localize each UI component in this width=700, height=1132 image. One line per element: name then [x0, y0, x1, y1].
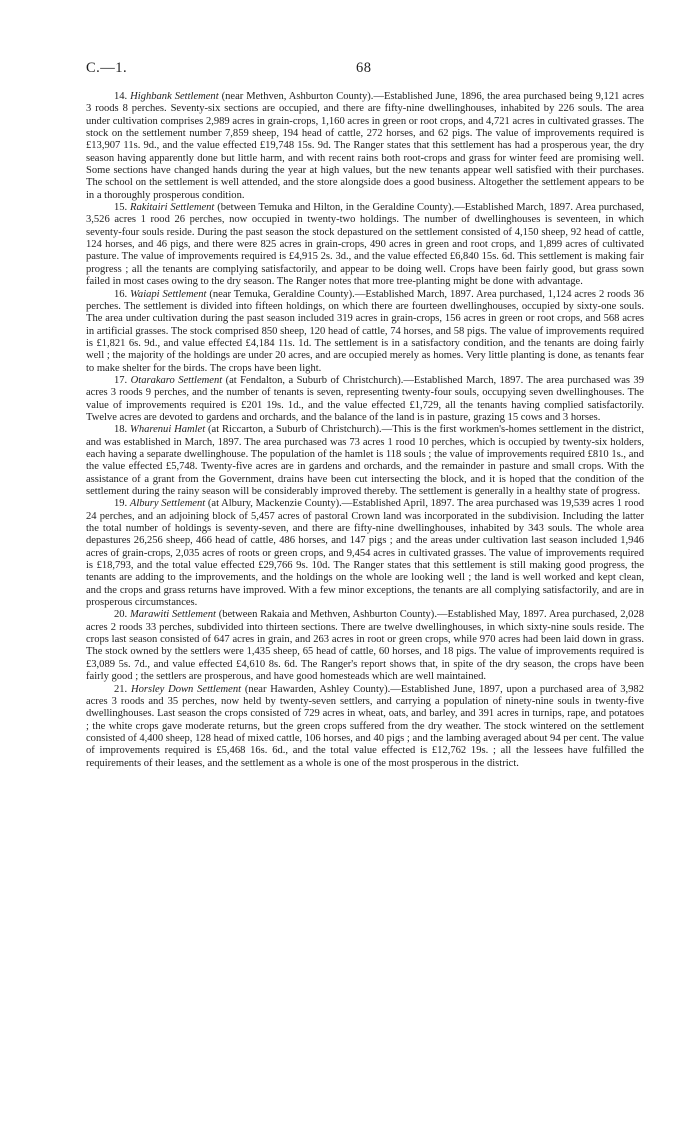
settlement-location: (between Temuka and Hilton, in the Geraldine County).	[217, 202, 455, 214]
paragraph-text: —Established March, 1897. Area purchased, 1,124 acres 2 roods 36 perches. The settlement is divided into fifteen holdings, on which there are fourteen dwellinghouses, occupied by sixty-one souls. The area under cultivation during the past season included 319 acres in grain-crops, 156 acres in green or root crops, and 568 acres in artificial grasses. The stock comprised 850 sheep, 120 head of cattle, 74 horses, and 58 pigs. The value of improvements required is £1,821 6s. 9d., and value effected £4,184 11s. 1d. The settlement is in a satisfactory condition, and the tenants are doing fairly well ; the majority of the holdings are under 20 acres, and are occupied merely as homes. Very little planting is done, as tenants fear to make shelter for the birds. The crops have been light.	[86, 288, 645, 374]
settlement-location: (near Hawarden, Ashley County).	[244, 683, 391, 695]
paragraph-number: 16.	[114, 288, 128, 300]
settlement-location: (at Albury, Mackenzie County).	[207, 498, 342, 510]
settlement-name: Wharenui Hamlet	[130, 424, 206, 436]
paragraph-text: —Established March, 1897. Area purchased, 3,526 acres 1 rood 26 perches, now occupied in twenty-two holdings. The number of dwellinghouses is seventeen, in which seventy-four souls reside. During the past season the stock depastured on the settlement consisted of 4,150 sheep, 92 head of cattle, 124 horses, and 46 pigs, and there were 825 acres in grain-crops, 490 acres in green and root crops, and 1,899 acres of cultivated pasture. The value of improvements required is £4,915 2s. 3d., and the value effected £6,840 15s. 6d. This settlement is making fair progress ; all the tenants are complying satisfactorily, and appear to be doing well. Crops have been fairly good, but grass sown failed in most cases owing to the dry season. The Ranger notes that more tree-planting might be done with advantage.	[86, 202, 645, 288]
paragraph-number: 18.	[114, 424, 128, 436]
settlement-name: Otarakaro Settlement	[130, 374, 223, 386]
paragraph-number: 14.	[114, 91, 128, 102]
settlement-name: Marawiti Settlement	[129, 609, 216, 621]
settlement-name: Waiapi Settlement	[130, 288, 207, 300]
settlement-name: Horsley Down Settlement	[130, 683, 242, 695]
paragraph-highbank	[86, 91, 644, 202]
paragraph-text: —Established June, 1897, upon a purchased area of 3,982 acres 3 roods and 35 perches, now held by twenty-seven settlers, and carrying a population of ninety-nine souls in twenty-five dwellinghouses. Last season the crops consisted of 729 acres in wheat, oats, and barley, and 391 acres in turnips, rape, and potatoes ; the white crops gave moderate returns, but the green crops suffered from the dry weather. The stock wintered on the settlement consisted of 4,400 sheep, 128 head of mixed cattle, 106 horses, and 40 pigs ; and the lambing averaged about 94 per cent. The value of improvements required is £5,468 16s. 6d., and the total value effected is £12,762 19s. ; all the lessees have fulfilled the requirements of their leases, and the settlement as a whole is one of the most prosperous in the district.	[86, 683, 644, 769]
settlement-name: Albury Settlement	[129, 498, 206, 510]
paragraph-number: 20.	[114, 609, 128, 621]
paragraph-waiapi	[86, 289, 644, 375]
paragraph-albury	[86, 498, 644, 609]
paragraph-text: —Established April, 1897. The area purchased was 19,539 acres 1 rood 24 perches, and an adjoining block of 5,457 acres of pastoral Crown land was incorporated in the subdivision. Including the latter the total number of holdings is seventy-seven, and there are fifty-nine dwellinghouses, inhabited by 343 souls. The whole area depastures 26,256 sheep, 466 head of cattle, 486 horses, and 147 pigs ; and the areas under cultivation last season included 1,946 acres of grain-crops, 2,035 acres of roots or green crops, and 9,454 acres in cultivated grasses. The value of improvements required is £18,793, and the total value effected £29,766 9s. 10d. The Ranger states that this settlement is still making good progress, the tenants are adding to the improvements, and the holdings on the whole are looking well ; the land is well worked and kept clean, and the crops and grass returns have improved. With a few minor exceptions, the tenants are all complying satisfactorily, and are in prosperous circumstances.	[86, 498, 644, 609]
paragraph-number: 17.	[114, 374, 128, 386]
paragraph-horsley-down	[86, 684, 644, 770]
settlement-location: (at Riccarton, a Suburb of Christchurch).	[208, 424, 382, 436]
paragraph-rakitairi	[86, 202, 644, 288]
paragraph-text: —Established March, 1897. The area purchased was 39 acres 3 roods 9 perches, and the number of tenants is seven, representing twenty-four souls, occupying seven dwellinghouses. The value of improvements required is £201 19s. 1d., and the value effected £1,729, all the tenants having complied satisfactorily. Twelve acres are devoted to gardens and orchards, and the balance of the land is in pasture, grazing 15 cows and 3 horses.	[86, 374, 644, 423]
settlement-name: Rakitairi Settlement	[130, 202, 215, 214]
settlement-name: Highbank Settlement	[130, 91, 219, 102]
paragraph-number: 15.	[114, 202, 128, 214]
paragraph-wharenui	[86, 424, 644, 498]
paragraph-text: —Established May, 1897. Area purchased, 2,028 acres 2 roods 33 perches, subdivided into thirteen sections. There are twelve dwellinghouses, in which sixty-nine souls reside. The crops last season consisted of 647 acres in grain, and 263 acres in root or green crops, while 970 acres had been laid down in grass. The stock owned by the settlers were 1,435 sheep, 65 head of cattle, 60 horses, and 18 pigs. The value of improvements required is £3,089 5s. 7d., and value effected £4,610 8s. 6d. The Ranger's report shows that, in spite of the dry season, the crops have been fairly good ; the settlers are prosperous, and have good homesteads which are well maintained.	[86, 609, 644, 683]
paragraph-marawiti	[86, 609, 644, 683]
settlement-location: (near Methven, Ashburton County).	[221, 91, 374, 102]
settlement-location: (between Rakaia and Methven, Ashburton County).	[218, 609, 437, 621]
settlement-location: (at Fendalton, a Suburb of Christchurch).	[225, 374, 404, 386]
paragraph-number: 21.	[114, 683, 128, 695]
page-header	[86, 60, 644, 82]
paragraph-otarakaro	[86, 375, 644, 424]
paragraph-number: 19.	[114, 498, 128, 510]
paragraph-text: —This is the first workmen's-homes settlement in the district, and was established in March, 1897. The area purchased was 73 acres 1 rood 10 perches, which is occupied by twenty-six holders, each having a separate dwellinghouse. The population of the hamlet is 118 souls ; the value of improvements required £810 1s., and the value effected £5,748. Twenty-five acres are in gardens and orchards, and the remainder in pasture and small crops. With the assistance of a grant from the Government, drains have been cut intersecting the block, and it is hoped that the condition of the settlement during the rainy season will be considerably improved thereby. The settlement is generally in a healthy state of progress.	[86, 424, 644, 497]
settlement-location: (near Temuka, Geraldine County).	[209, 288, 355, 300]
page-number: 68	[356, 60, 372, 76]
report-code: C.—1.	[86, 60, 128, 76]
paragraph-text: —Established June, 1896, the area purchased being 9,121 acres 3 roods 8 perches. Seventy-six sections are occupied, and there are fifty-nine dwellinghouses, inhabited by 226 souls. The area under cultivation comprises 2,989 acres in grain-crops, 1,160 acres in green or root crops, and 4,721 acres in cultivated grasses. The stock on the settlement number 7,859 sheep, 194 head of cattle, 272 horses, and 62 pigs. The value of improvements required is £13,907 11s. 9d., and the value effected £19,748 15s. 9d. The Ranger states that this settlement has had a prosperous year, the dry season having apparently done but little harm, and with recent rains both root-crops and grass for winter feed are promising well. Some sections have changed hands during the year at high values, but the new tenants appear well satisfied with their purchases. The school on the settlement is well attended, and the store alongside does a good business. Altogether the settlement appears to be in a thoroughly prosperous condition.	[86, 91, 645, 201]
report-body	[86, 91, 644, 770]
